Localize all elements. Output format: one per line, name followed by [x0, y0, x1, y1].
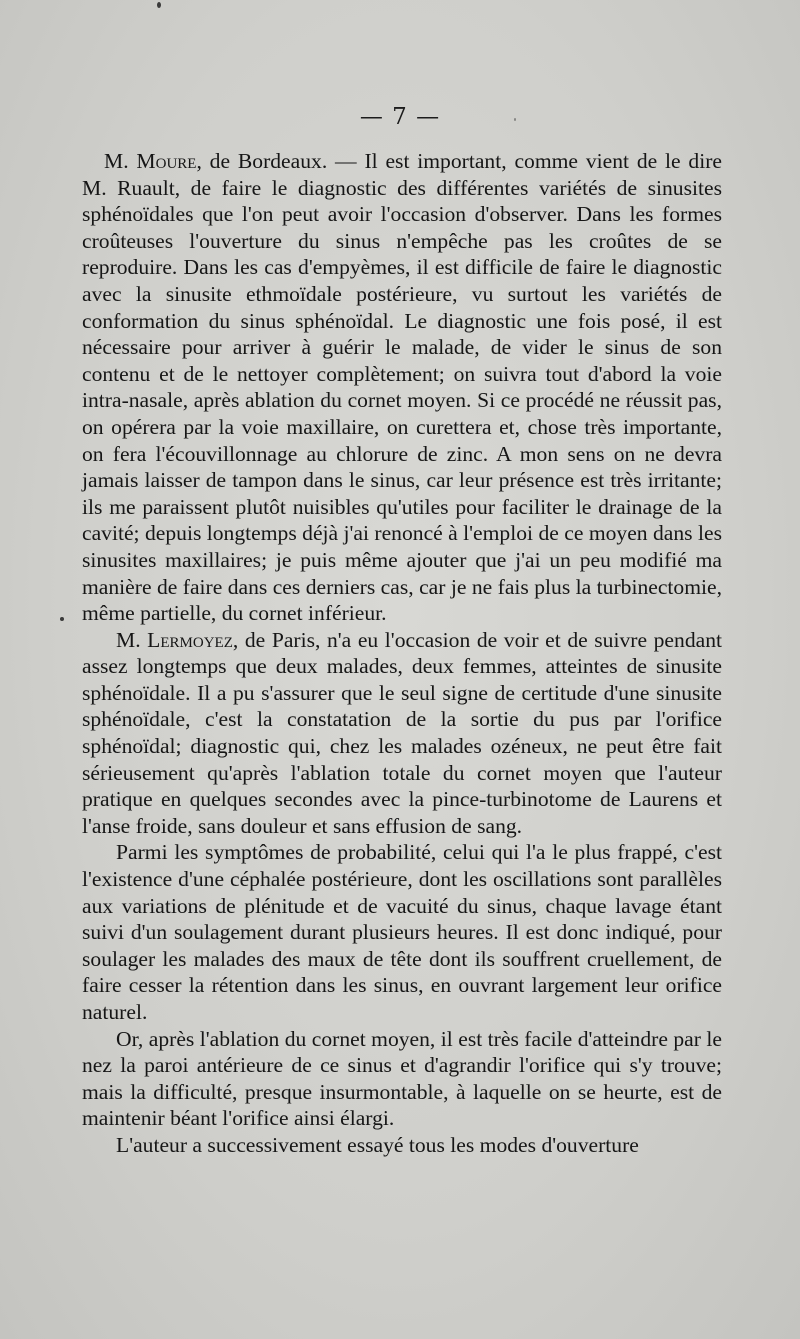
paragraph-text: , de Bordeaux. — Il est important, comme vient de le dire M. Ruault, de faire le diagnostic des différentes variétés de sinusites sphénoïdales que l'on peut avoir l'occasion d'observer. Dans les formes croûteuses l'ouverture du sinus n'empêche pas les croûtes de se reproduire. Dans les cas d'empyèmes, il est difficile de faire le diagnostic avec la sinusite ethmoïdale postérieure, vu surtout les variétés de conformation du sinus sphénoïdal. Le diagnostic une fois posé, il est nécessaire pour arriver à guérir le malade, de vider le sinus de son contenu et de le nettoyer complètement; on suivra tout d'abord la voie intra-nasale, après ablation du cornet moyen. Si ce procédé ne réussit pas, on opérera par la voie maxillaire, on curettera et, chose très importante, on fera l'écouvillonnage au chlorure de zinc. A mon sens on ne devra jamais laisser de tampon dans le sinus, car leur présence est très irritante; ils me paraissent plutôt nuisibles qu'utiles pour faciliter le drainage de la cavité; depuis longtemps déjà j'ai renoncé à l'emploi de ce moyen dans les sinusites maxillaires; je puis même ajouter que j'ai un peu modifié ma manière de faire dans ces derniers cas, car je ne fais plus la turbinectomie, même partielle, du cornet inférieur. [82, 149, 722, 626]
paragraph-ablation [82, 1026, 722, 1132]
ink-speck [514, 118, 516, 121]
paragraph-text: , de Paris, n'a eu l'occasion de voir et de suivre pendant assez longtemps que deux malades, deux femmes, atteintes de sinusite sphénoïdale. Il a pu s'assurer que le seul signe de certitude d'une sinusite sphénoïdale, c'est la constatation de la sortie du pus par l'orifice sphénoïdal; diagnostic qui, chez les malades ozéneux, ne peut être fait sérieusement qu'après l'ablation totale du cornet moyen que l'auteur pratique en quelques secondes avec la pince-turbinotome de Laurens et l'anse froide, sans douleur et sans effusion de sang. [82, 627, 722, 838]
speaker-name: M. Moure [104, 149, 197, 173]
paragraph-text: L'auteur a successivement essayé tous les modes d'ouverture [116, 1132, 639, 1157]
paragraph-symptoms [82, 839, 722, 1025]
body-text [82, 148, 722, 1159]
paragraph-lermoyez [82, 627, 722, 840]
paragraph-text: Or, après l'ablation du cornet moyen, il est très facile d'atteindre par le nez la paroi antérieure de ce sinus et d'agrandir l'orifice qui s'y trouve; mais la difficulté, presque insurmontable, à laquelle on se heurte, est de maintenir béant l'orifice ainsi élargi. [82, 1026, 722, 1131]
ink-speck [60, 617, 64, 621]
paragraph-moure [82, 148, 722, 627]
paragraph-text: Parmi les symptômes de probabilité, celui qui l'a le plus frappé, c'est l'existence d'une céphalée postérieure, dont les oscillations sont parallèles aux variations de plénitude et de vacuité du sinus, chaque lavage étant suivi d'un soulagement durant plusieurs heures. Il est donc indiqué, pour soulager les malades des maux de tête dont ils souffrent cruellement, de faire cesser la rétention dans les sinus, en ouvrant largement leur orifice naturel. [82, 840, 722, 1024]
paragraph-author [82, 1132, 722, 1159]
ink-speck [157, 2, 161, 8]
page-number: — 7 — [359, 104, 441, 130]
speaker-name: M. Lermoyez [116, 627, 233, 652]
